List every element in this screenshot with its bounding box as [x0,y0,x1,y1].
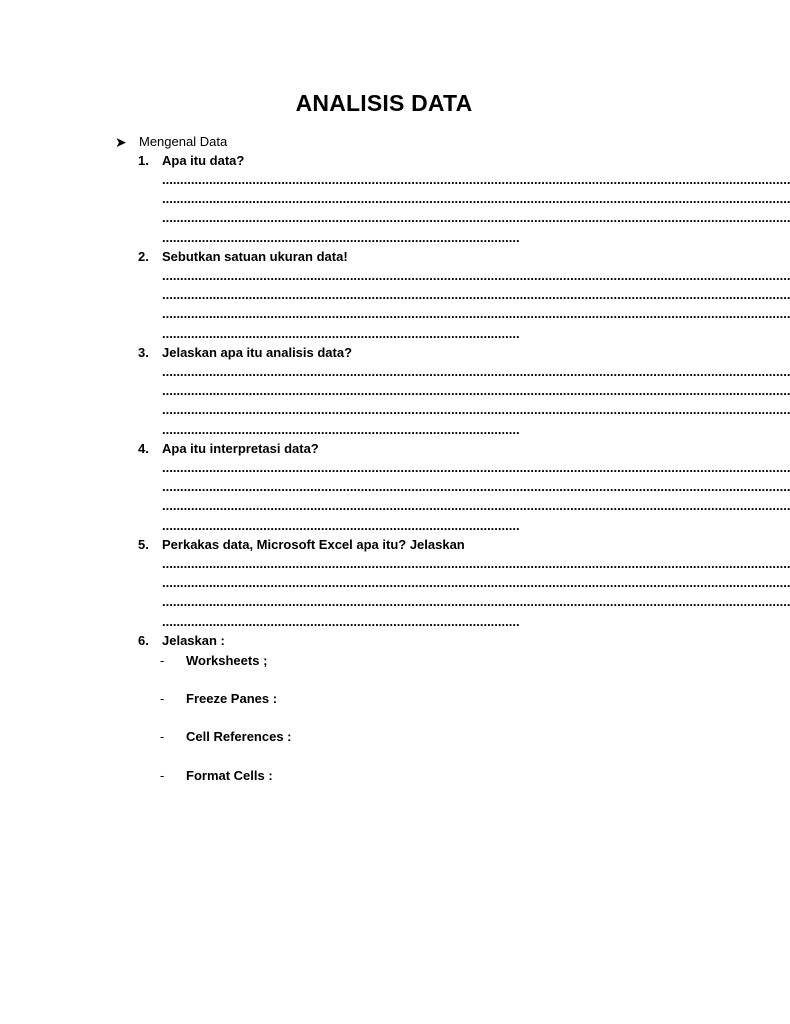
answer-line[interactable]: .............................................................................................................................................................................. [162,306,790,322]
sub-item-cell-references [160,727,292,746]
arrowhead-bullet-icon: ➤ [115,133,127,150]
section-heading [115,132,227,151]
question-number: 2. [138,249,149,264]
question-text: Perkakas data, Microsoft Excel apa itu? Jelaskan [162,537,465,552]
answer-line[interactable]: .............................................................................................................................................................................. [162,287,790,303]
sub-item-freeze-panes [160,689,277,708]
page-title: ANALISIS DATA [295,90,473,116]
answer-line[interactable]: .............................................................................................................................................................................. [162,479,790,495]
question-1 [138,151,790,247]
question-number: 3. [138,345,149,360]
answer-line[interactable]: .............................................................................................................................................................................. [162,364,790,379]
question-text: Apa itu data? [162,153,245,168]
answer-line[interactable]: ................................................................................................... [162,325,520,341]
question-number: 4. [138,441,149,456]
answer-line[interactable]: .............................................................................................................................................................................. [162,383,790,399]
answer-line[interactable]: .............................................................................................................................................................................. [162,172,790,187]
question-number: 6. [138,633,149,648]
answer-line[interactable]: ................................................................................................... [162,517,520,533]
answer-line[interactable]: .............................................................................................................................................................................. [162,402,790,418]
answer-line[interactable]: ................................................................................................... [162,613,520,629]
answer-line[interactable]: .............................................................................................................................................................................. [162,556,790,571]
answer-line[interactable]: ................................................................................................... [162,229,520,245]
answer-line[interactable]: ................................................................................................... [162,421,520,437]
answer-line[interactable]: .............................................................................................................................................................................. [162,268,790,283]
dash-bullet: - [160,768,165,783]
sub-item-worksheets [160,651,267,670]
sub-item-format-cells [160,766,273,785]
answer-line[interactable]: .............................................................................................................................................................................. [162,460,790,475]
dash-bullet: - [160,653,165,668]
question-number: 1. [138,153,149,168]
dash-bullet: - [160,691,165,706]
question-text: Apa itu interpretasi data? [162,441,319,456]
sub-item-label: Cell References : [186,729,292,744]
question-6 [138,631,678,650]
answer-line[interactable]: .............................................................................................................................................................................. [162,210,790,226]
question-text: Sebutkan satuan ukuran data! [162,249,348,264]
answer-line[interactable]: .............................................................................................................................................................................. [162,594,790,610]
question-text: Jelaskan apa itu analisis data? [162,345,353,360]
sub-item-label: Worksheets ; [186,653,268,668]
answer-line[interactable]: .............................................................................................................................................................................. [162,498,790,514]
question-number: 5. [138,537,149,552]
dash-bullet: - [160,729,165,744]
question-text: Jelaskan : [162,633,225,648]
answer-line[interactable]: .............................................................................................................................................................................. [162,191,790,207]
sub-item-label: Format Cells : [186,768,273,783]
question-3 [138,343,790,439]
question-5 [138,535,790,631]
section-label: Mengenal Data [139,134,228,149]
question-4 [138,439,790,535]
answer-line[interactable]: .............................................................................................................................................................................. [162,575,790,591]
question-2 [138,247,790,343]
sub-item-label: Freeze Panes : [186,691,278,706]
